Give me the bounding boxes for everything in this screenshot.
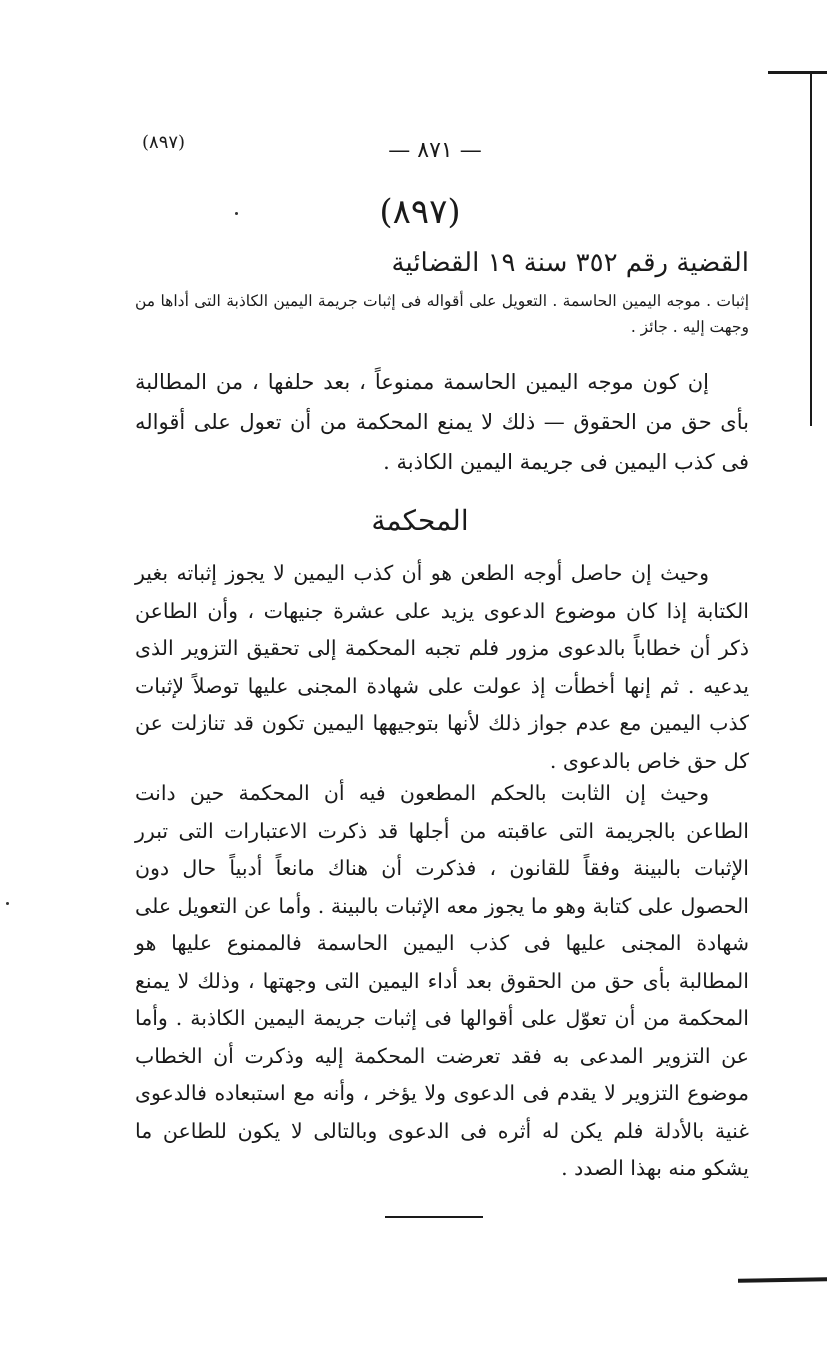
page-number: — ٨٧١ — bbox=[388, 138, 482, 163]
scan-speck bbox=[6, 902, 9, 905]
end-rule bbox=[385, 1216, 483, 1218]
page-edge-mark-bottom bbox=[738, 1277, 827, 1283]
judgment-paragraph-1: وحيث إن حاصل أوجه الطعن هو أن كذب اليمين لا يجوز إثباته بغير الكتابة إذا كان موضوع الدعوى يزيد على عشرة جنيهات ، وأن الطاعن ذكر أن خطاباً بالدعوى مزور فلم تجبه المحكمة إلى تحقيق التزوير الذى يدعيه . ثم إنها أخطأت إذ عولت على شهادة المجنى عليها توصلاً لإثبات كذب اليمين مع عدم جواز ذلك لأنها بتوجيهها اليمين تكون قد تنازلت عن كل حق خاص بالدعوى . bbox=[135, 561, 749, 773]
header-case-ref: (٨٩٧) bbox=[142, 132, 186, 153]
page-edge-mark-vertical bbox=[810, 71, 812, 426]
judgment-paragraph-2: وحيث إن الثابت بالحكم المطعون فيه أن المحكمة حين دانت الطاعن بالجريمة التى عاقبته من أجلها قد ذكرت الاعتبارات التى تبرر الإثبات بالبينة وفقاً للقانون ، فذكرت أن هناك مانعاً أدبياً حال دون الحصول على كتابة وهو ما يجوز معه الإثبات بالبينة . وأما عن التعويل على شهادة المجنى عليها فى كذب اليمين الحاسمة فالممنوع عليها هو المطالبة بأى حق من الحقوق بعد أداء اليمين التى وجهتها ، وذلك لا يمنع المحكمة من أن تعوّل على أقوالها فى إثبات جريمة اليمين الكاذبة . وأما عن التزوير المدعى به فقد تعرضت المحكمة إليه وذكرت أن الخطاب موضوع التزوير لا يقدم فى الدعوى ولا يؤخر ، وأنه مع استبعاده فالدعوى غنية بالأدلة فلم يكن له أثره فى الدعوى وبالتالى لا يكون للطاعن ما يشكو منه بهذا الصدد . bbox=[135, 781, 749, 1180]
case-line: القضية رقم ٣٥٢ سنة ١٩ القضائية bbox=[391, 248, 749, 278]
case-number-heading: (٨٩٧) bbox=[379, 192, 461, 232]
page-edge-mark-top bbox=[768, 71, 827, 74]
legal-principle: إن كون موجه اليمين الحاسمة ممنوعاً ، بعد حلفها ، من المطالبة بأى حق من الحقوق — ذلك لا يمنع المحكمة من أن تعول على أقواله فى كذب اليمين فى جريمة اليمين الكاذبة . bbox=[135, 370, 749, 474]
court-heading: المحكمة bbox=[371, 504, 469, 537]
case-summary: إثبات . موجه اليمين الحاسمة . التعويل على أقواله فى إثبات جريمة اليمين الكاذبة التى أداها من وجهت إليه . جائز . bbox=[135, 292, 749, 336]
scan-speck bbox=[235, 212, 238, 215]
